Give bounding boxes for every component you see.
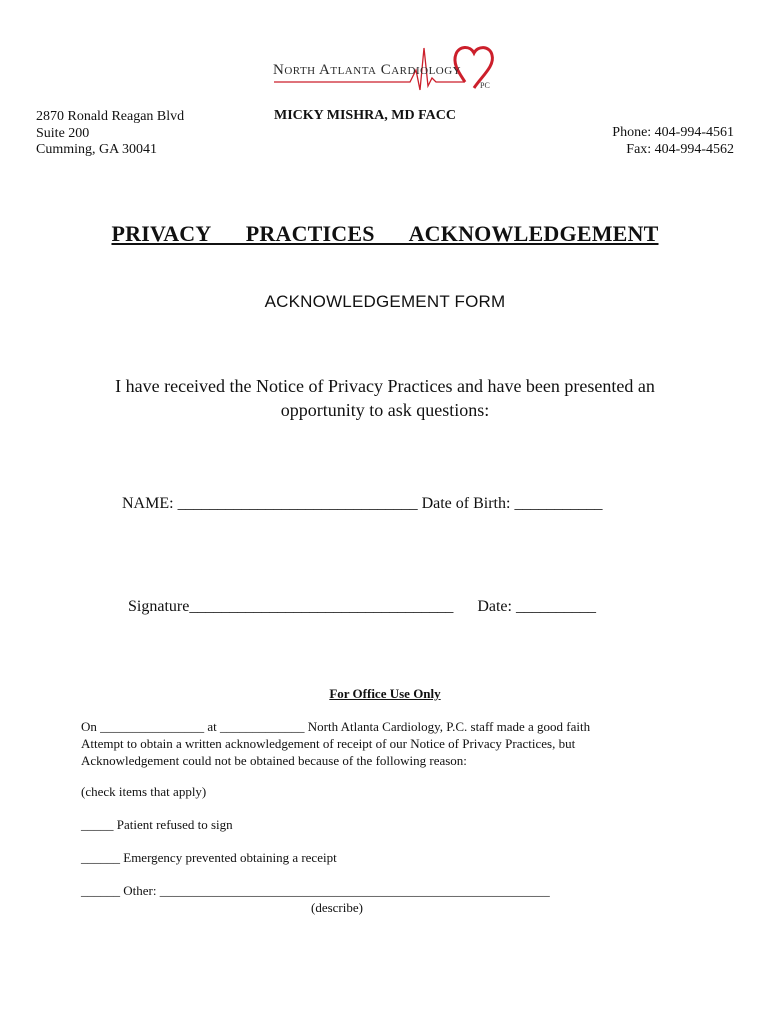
practice-address: [36, 109, 184, 159]
doctor-name: MICKY MISHRA, MD FACC: [274, 108, 456, 123]
contact-numbers: [612, 125, 734, 158]
practice-logo: [260, 40, 510, 100]
date-field[interactable]: __________: [515, 598, 596, 615]
office-line-3: Acknowledgement could not be obtained because of the following reason:: [81, 753, 467, 768]
signature-field[interactable]: _________________________________: [189, 598, 454, 615]
option-other[interactable]: ______ Other: ____________________________________________________________: [81, 883, 550, 898]
office-line-2: Attempt to obtain a written acknowledgement of receipt of our Notice of Privacy Practices, but: [81, 736, 576, 751]
dob-field[interactable]: ___________: [514, 495, 603, 512]
phone-number: Phone: 404-994-4561: [612, 125, 734, 140]
check-note: (check items that apply): [81, 784, 207, 799]
form-subtitle: ACKNOWLEDGEMENT FORM: [264, 292, 506, 311]
office-line-1: On ________________ at _____________ North Atlanta Cardiology, P.C. staff made a good faith: [81, 719, 591, 734]
address-line-2: Suite 200: [36, 125, 90, 141]
option-patient-refused[interactable]: _____ Patient refused to sign: [81, 817, 233, 832]
statement-text: I have received the Notice of Privacy Practices and have been presented an opportunity to ask questions:: [115, 376, 655, 420]
signature-date-row: [128, 598, 596, 616]
describe-caption: (describe): [311, 900, 363, 915]
option-emergency[interactable]: ______ Emergency prevented obtaining a receipt: [81, 850, 337, 865]
logo-wordmark: North Atlanta Cardiology: [273, 62, 462, 78]
signature-label: Signature: [128, 598, 190, 615]
office-use-heading: For Office Use Only: [329, 686, 441, 701]
logo-suffix: PC: [480, 81, 490, 90]
page-title: PRIVACY PRACTICES ACKNOWLEDGEMENT: [111, 221, 659, 246]
address-line-3: Cumming, GA 30041: [36, 142, 157, 157]
address-line-1: 2870 Ronald Reagan Blvd: [36, 109, 185, 124]
office-use-paragraph: [81, 718, 590, 769]
date-label: Date:: [477, 598, 512, 615]
name-field[interactable]: ______________________________: [177, 495, 418, 512]
fax-number: Fax: 404-994-4562: [626, 141, 734, 157]
name-label: NAME:: [122, 495, 174, 512]
acknowledgement-statement: [0, 374, 770, 422]
name-dob-row: [122, 495, 602, 513]
dob-label: Date of Birth:: [421, 495, 511, 512]
